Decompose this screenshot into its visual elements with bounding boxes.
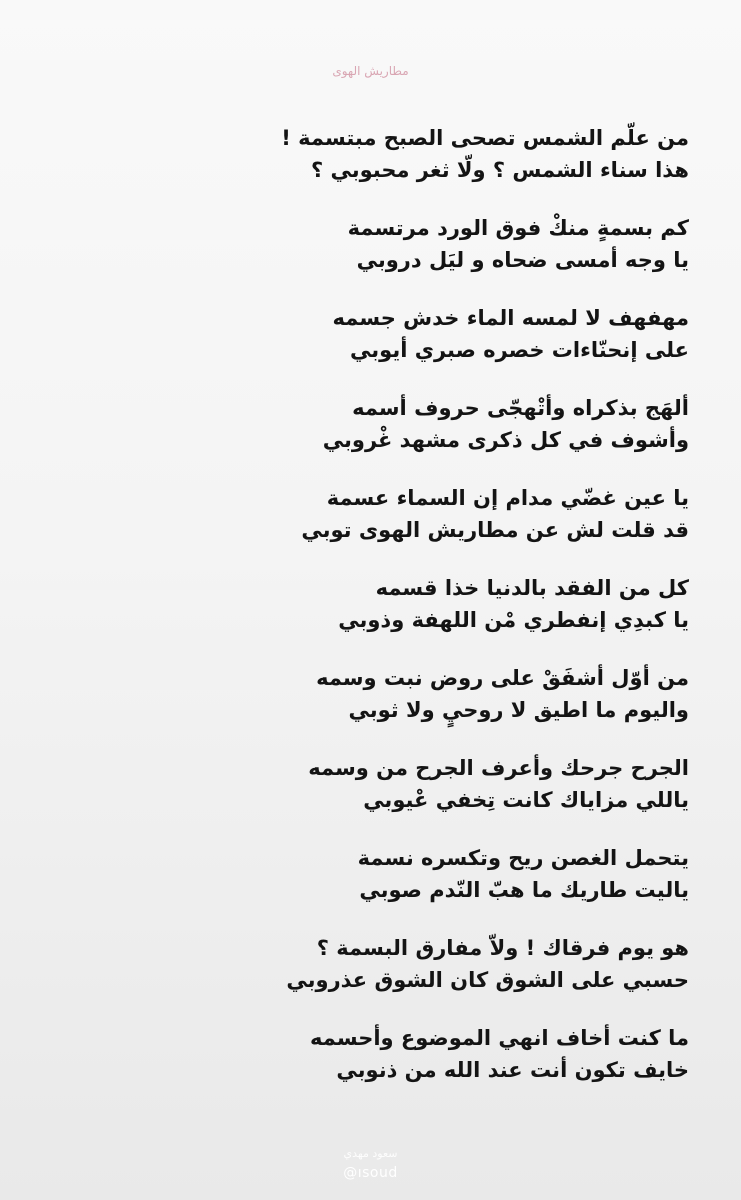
verse-line: من أوّل أشفَقْ على روض نبت وسمه bbox=[316, 666, 689, 690]
poem-title: مطاريش الهوى bbox=[332, 64, 409, 78]
watermark bbox=[0, 1147, 741, 1182]
stanza bbox=[129, 302, 689, 392]
verse-line: كل من الفقد بالدنيا خذا قسمه bbox=[375, 576, 689, 600]
stanza bbox=[129, 1022, 689, 1112]
verse-line: ياللي مزاياك كانت تِخفي عْيوبي bbox=[363, 788, 689, 812]
verse-line: يا عين غضّي مدام إن السماء عسمة bbox=[326, 486, 689, 510]
author-handle: @ısoud bbox=[343, 1165, 398, 1181]
verse-line: حسبي على الشوق كان الشوق عذروبي bbox=[286, 968, 689, 992]
stanza bbox=[129, 752, 689, 842]
verse-line: من علّم الشمس تصحى الصبح مبتسمة ! bbox=[281, 126, 689, 150]
stanza bbox=[129, 212, 689, 302]
verse-line: واليوم ما اطيق لا روحيٍ ولا ثوبي bbox=[348, 698, 689, 722]
verse-line: يا كبدِي إنفطري مْن اللهفة وذوبي bbox=[338, 608, 689, 632]
verse-line: يا وجه أمسى ضحاه و ليَل دروبي bbox=[356, 248, 689, 272]
verse-line: ألهَج بذكراه وأتْهجّى حروف أسمه bbox=[352, 396, 689, 420]
author-signature: سعود مهدي bbox=[343, 1147, 398, 1160]
stanza bbox=[129, 662, 689, 752]
stanza bbox=[129, 392, 689, 482]
verse-line: كم بسمةٍ منكْ فوق الورد مرتسمة bbox=[347, 216, 689, 240]
verse-line: ما كنت أخاف انهي الموضوع وأحسمه bbox=[310, 1026, 689, 1050]
verse-line: وأشوف في كل ذكرى مشهد غْروبي bbox=[322, 428, 689, 452]
stanza bbox=[129, 842, 689, 932]
stanza bbox=[129, 572, 689, 662]
stanza bbox=[129, 932, 689, 1022]
stanza bbox=[129, 482, 689, 572]
verse-line: هو يوم فرقاك ! ولاّ مفارق البسمة ؟ bbox=[316, 936, 689, 960]
verse-line: الجرح جرحك وأعرف الجرح من وسمه bbox=[308, 756, 689, 780]
stanza bbox=[129, 122, 689, 212]
verse-line: يتحمل الغصن ريح وتكسره نسمة bbox=[357, 846, 689, 870]
verse-line: على إنحنّاءات خصره صبري أيوبي bbox=[350, 338, 689, 362]
verse-line: ياليت طاريك ما هبّ النّدم صوبي bbox=[359, 878, 689, 902]
poem bbox=[129, 122, 689, 1112]
verse-line: قد قلت لش عن مطاريش الهوى توبي bbox=[301, 518, 689, 542]
verse-line: هذا سناء الشمس ؟ ولّا ثغر محبوبي ؟ bbox=[311, 158, 689, 182]
verse-line: خايف تكون أنت عند الله من ذنوبي bbox=[336, 1058, 689, 1082]
verse-line: مهفهف لا لمسه الماء خدش جسمه bbox=[332, 306, 689, 330]
